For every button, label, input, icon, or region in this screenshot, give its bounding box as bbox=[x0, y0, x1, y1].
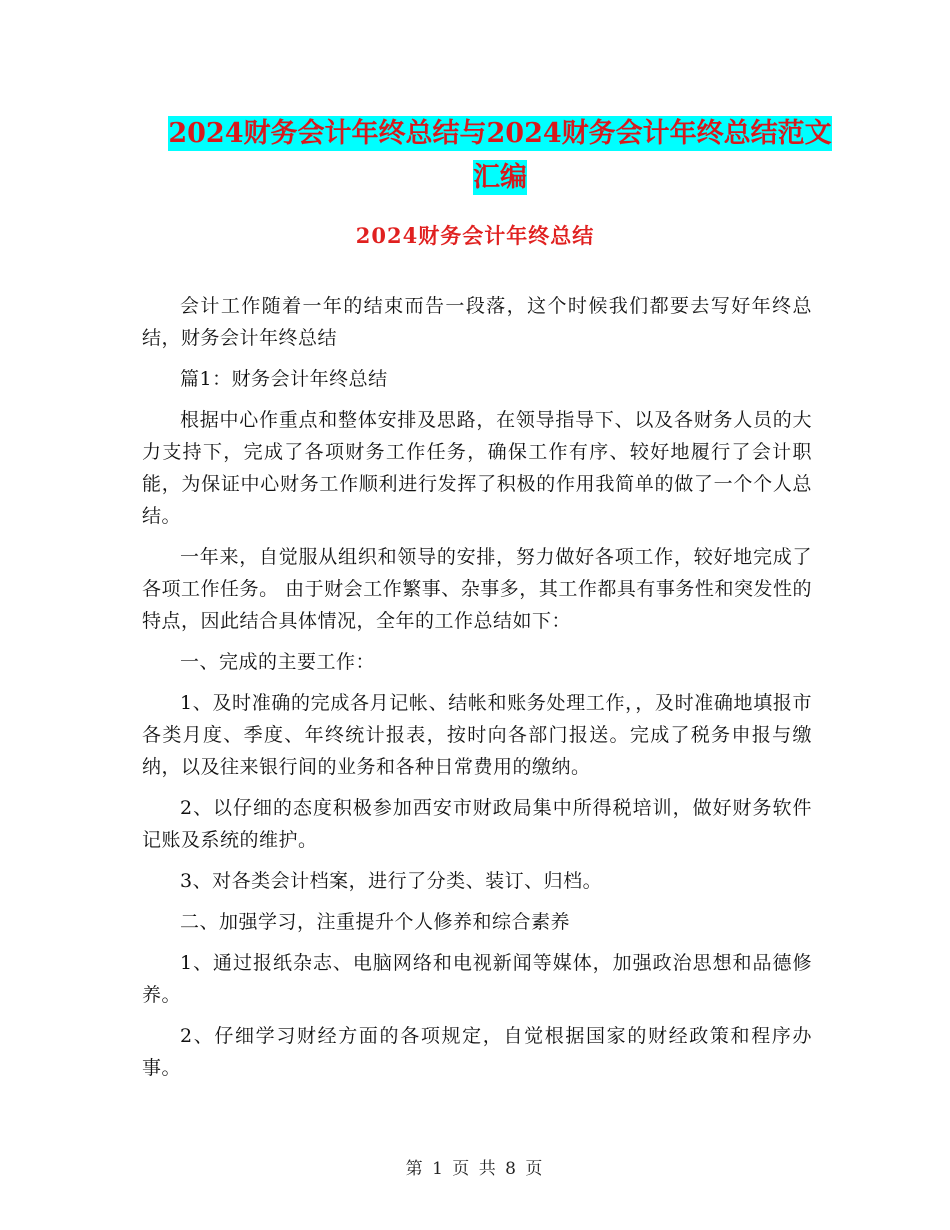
paragraph: 2、以仔细的态度积极参加西安市财政局集中所得税培训，做好财务软件记账及系统的维护。 bbox=[142, 797, 812, 851]
paragraph: 一年来，自觉服从组织和领导的安排，努力做好各项工作，较好地完成了各项工作任务。 由于财会工作繁事、杂事多，其工作都具有事务性和突发性的特点，因此结合具体情况，全年的工作总结如下： bbox=[142, 546, 812, 632]
document-body bbox=[142, 290, 812, 1093]
paragraph: 根据中心作重点和整体安排及思路，在领导指导下、以及各财务人员的大力支持下，完成了各项财务工作任务，确保工作有序、较好地履行了会计职能，为保证中心财务工作顺利进行发挥了积极的作用我简单的做了一个个人总结。 bbox=[142, 409, 812, 527]
title-line-2: 汇编 bbox=[473, 162, 527, 193]
section-subtitle: 2024财务会计年终总结 bbox=[355, 223, 595, 248]
paragraph: 2、仔细学习财经方面的各项规定，自觉根据国家的财经政策和程序办事。 bbox=[142, 1025, 812, 1079]
paragraph: 一、完成的主要工作： bbox=[180, 651, 376, 673]
paragraph: 会计工作随着一年的结束而告一段落，这个时候我们都要去写好年终总结，财务会计年终总结 bbox=[142, 295, 812, 349]
paragraph: 二、加强学习，注重提升个人修养和综合素养 bbox=[180, 911, 571, 933]
paragraph: 3、对各类会计档案，进行了分类、装订、归档。 bbox=[180, 870, 603, 892]
title-line-1: 2024财务会计年终总结与2024财务会计年终总结范文 bbox=[168, 118, 832, 149]
page-footer: 第 1 页 共 8 页 bbox=[405, 1159, 545, 1179]
paragraph: 1、通过报纸杂志、电脑网络和电视新闻等媒体，加强政治思想和品德修养。 bbox=[142, 952, 812, 1006]
document-title bbox=[140, 112, 860, 200]
paragraph: 篇1：财务会计年终总结 bbox=[180, 368, 388, 390]
paragraph: 1、及时准确的完成各月记帐、结帐和账务处理工作，，及时准确地填报市各类月度、季度、年终统计报表，按时向各部门报送。完成了税务申报与缴纳，以及往来银行间的业务和各种日常费用的缴纳。 bbox=[142, 692, 812, 778]
